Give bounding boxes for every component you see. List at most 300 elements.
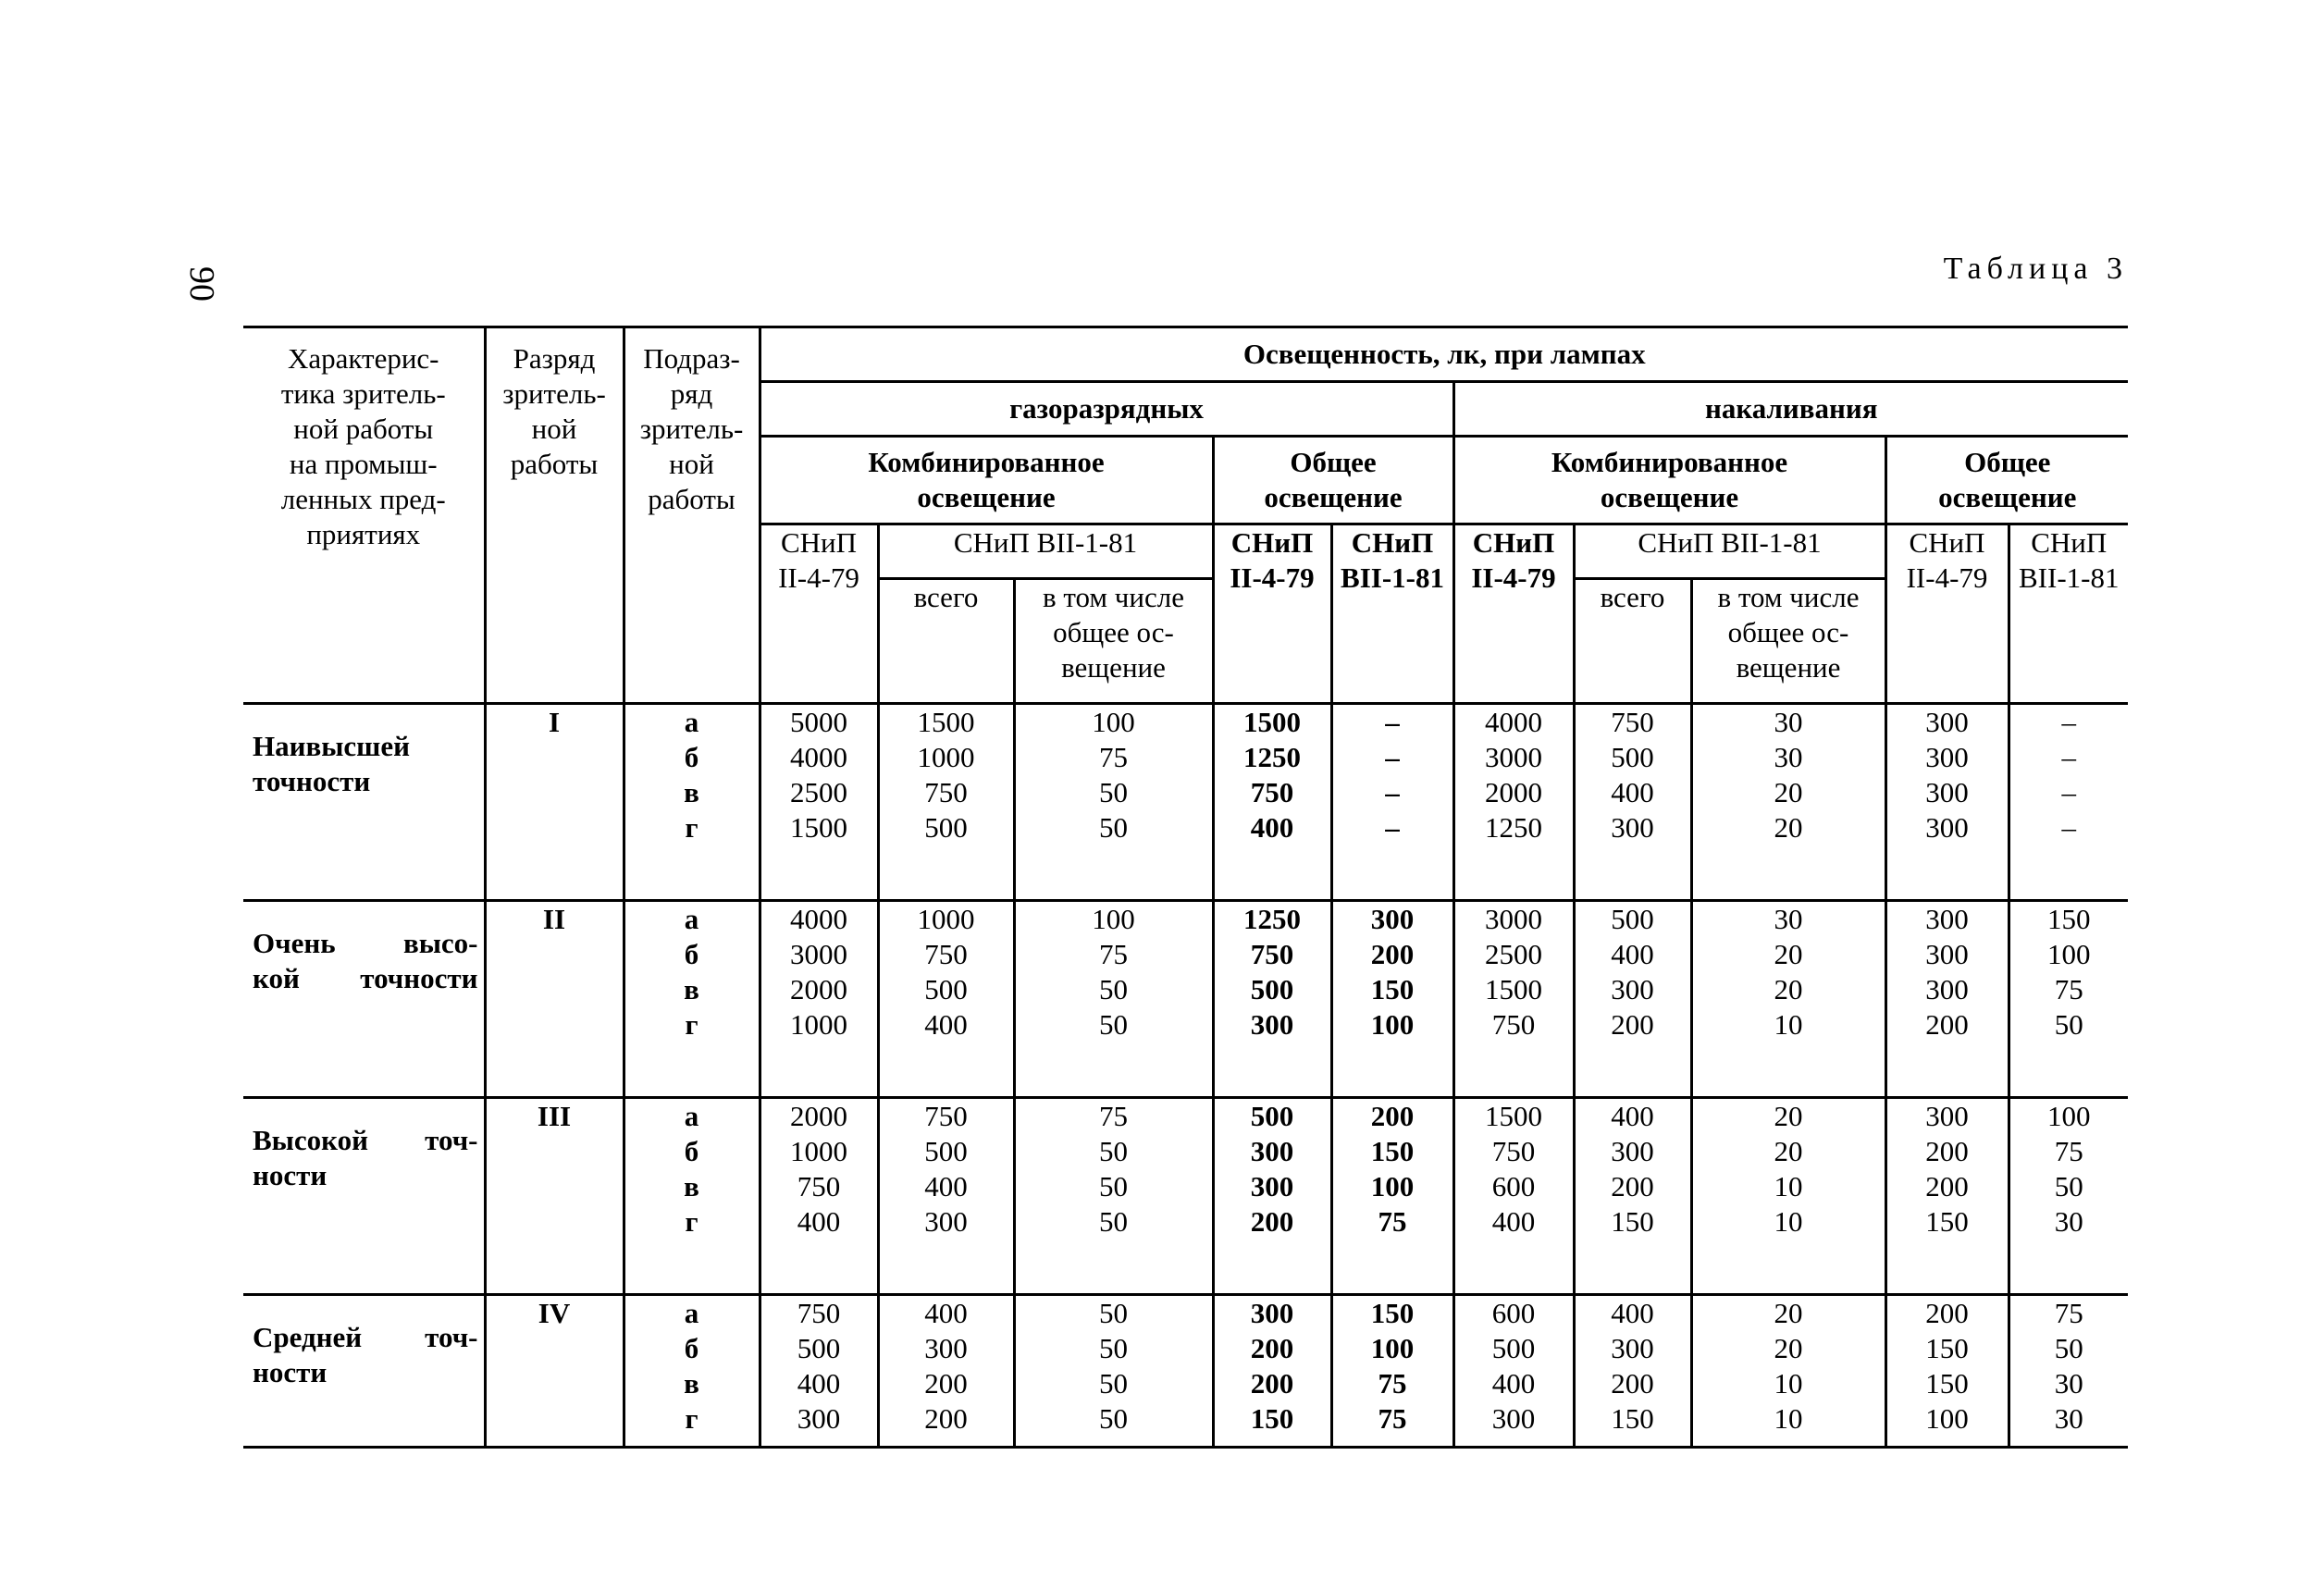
spacer-cell <box>878 1437 1014 1448</box>
header-line: II-4-79 <box>1230 561 1315 594</box>
table-cell: 75 <box>1378 1402 1407 1435</box>
spacer-cell <box>1691 1042 1885 1098</box>
table-cell: 150 <box>2047 903 2091 935</box>
table-cell: 300 <box>1925 938 1969 970</box>
table-cell: 75 <box>1099 1100 1128 1132</box>
table-cell: в <box>684 1367 699 1400</box>
group-row <box>243 1098 2128 1240</box>
header-line: СНиП <box>2031 526 2108 559</box>
spacer-cell <box>1691 1437 1885 1448</box>
characteristic-line: Наивысшей <box>253 730 410 762</box>
spacer-cell <box>1331 845 1453 901</box>
header-gas-including-general <box>1014 579 1213 704</box>
table-cell: 75 <box>1378 1205 1407 1238</box>
col-inc-general-snip-79 <box>1885 704 2009 846</box>
gas-combined-text <box>761 445 1212 515</box>
table-cell: 10 <box>1774 1367 1803 1400</box>
col-inc-combined-total <box>1574 1098 1691 1240</box>
table-cell: 1250 <box>1243 903 1301 935</box>
spacer-cell <box>624 845 760 901</box>
work-category: I <box>485 704 624 846</box>
header-line: Разряд <box>513 342 596 375</box>
work-characteristic <box>243 704 485 846</box>
group-spacer <box>243 1240 2128 1295</box>
table-cell: 300 <box>924 1332 968 1364</box>
spacer-cell <box>1014 1240 1213 1295</box>
table-cell: 300 <box>1925 1100 1969 1132</box>
table-cell: 750 <box>1491 1008 1536 1041</box>
col-gas-general-snip-79 <box>1213 901 1331 1043</box>
table-cell: 500 <box>1611 741 1654 773</box>
spacer-cell <box>624 1240 760 1295</box>
col-inc-combined-snip-79 <box>1453 901 1574 1043</box>
spacer-cell <box>760 845 878 901</box>
header-line: СНиП <box>1230 526 1314 559</box>
table-cell: 150 <box>1925 1332 1969 1364</box>
table-cell: 300 <box>1250 1170 1294 1202</box>
group-spacer <box>243 1437 2128 1448</box>
table-cell: 150 <box>1925 1205 1969 1238</box>
table-cell: 3000 <box>790 938 847 970</box>
characteristic-line: ности <box>253 1356 328 1388</box>
table-cell: 750 <box>924 938 968 970</box>
table-cell: 50 <box>2054 1170 2083 1202</box>
spacer-cell <box>760 1042 878 1098</box>
table-cell: 75 <box>1378 1367 1407 1400</box>
group-spacer <box>243 1042 2128 1098</box>
spacer-cell <box>1331 1240 1453 1295</box>
col-gas-combined-including-general <box>1014 1295 1213 1437</box>
table-cell: 150 <box>1370 1135 1415 1167</box>
table-cell: 50 <box>1099 1135 1128 1167</box>
col-inc-general-snip-81 <box>2009 901 2128 1043</box>
spacer-cell <box>1885 1437 2009 1448</box>
header-gas-general-snip-81 <box>1331 524 1453 704</box>
spacer-cell <box>485 1042 624 1098</box>
col-inc-combined-including-general <box>1691 704 1885 846</box>
table-cell: 750 <box>924 776 968 808</box>
table-cell: 100 <box>1925 1402 1969 1435</box>
table-cell: 500 <box>1250 973 1294 1005</box>
table-cell: 200 <box>1250 1332 1294 1364</box>
table-cell: 20 <box>1774 811 1803 844</box>
table-cell: в <box>684 776 699 808</box>
header-line: освещение <box>1264 481 1403 513</box>
characteristic-line: Средней точ- <box>253 1321 478 1353</box>
col-inc-combined-including-general <box>1691 1295 1885 1437</box>
col-inc-general-snip-79 <box>1885 1098 2009 1240</box>
table-cell: 75 <box>2054 1297 2083 1329</box>
col-inc-combined-snip-79 <box>1453 704 1574 846</box>
table-cell: 300 <box>1925 706 1969 738</box>
table-cell: 1500 <box>1485 1100 1542 1132</box>
header-illuminance: Освещенность, лк, при лампах <box>760 327 2128 382</box>
header-characteristic <box>243 327 485 704</box>
table-cell: 100 <box>2047 1100 2091 1132</box>
subcategory-header-text <box>625 341 759 517</box>
spacer-cell <box>485 1240 624 1295</box>
group-row <box>243 704 2128 846</box>
table-cell: 75 <box>1099 938 1128 970</box>
table-cell: 300 <box>1250 1297 1294 1329</box>
table-cell: 10 <box>1774 1402 1803 1435</box>
table-cell: 300 <box>1491 1402 1536 1435</box>
spacer-cell <box>1014 1437 1213 1448</box>
header-line: Характерис- <box>287 342 439 375</box>
col-inc-combined-including-general <box>1691 901 1885 1043</box>
table-cell: 300 <box>1925 811 1969 844</box>
header-line: СНиП <box>1909 526 1985 559</box>
spacer-cell <box>760 1437 878 1448</box>
table-cell: 200 <box>1250 1205 1294 1238</box>
spacer-cell <box>1213 1042 1331 1098</box>
table-cell: 20 <box>1774 1100 1803 1132</box>
table-cell: 600 <box>1491 1170 1536 1202</box>
header-line: работы <box>510 448 599 480</box>
header-line: освещение <box>1600 481 1739 513</box>
table-cell: 2000 <box>790 973 847 1005</box>
table-cell: 300 <box>1925 903 1969 935</box>
col-gas-combined-total <box>878 1295 1014 1437</box>
header-line: II-4-79 <box>778 561 859 594</box>
table-cell: 100 <box>1370 1008 1415 1041</box>
header-line: тика зритель- <box>280 377 446 410</box>
table-cell: 500 <box>1250 1100 1294 1132</box>
snip-79-text <box>1887 525 2008 596</box>
col-gas-combined-snip-79 <box>760 1098 878 1240</box>
header-line: ной <box>531 413 577 445</box>
header-subcategory <box>624 327 760 704</box>
col-gas-combined-snip-79 <box>760 1295 878 1437</box>
spacer-cell <box>1213 845 1331 901</box>
table-cell: 500 <box>797 1332 841 1364</box>
header-inc-combined <box>1453 437 1885 524</box>
header-line: Общее <box>1290 446 1377 478</box>
spacer-cell <box>1574 1042 1691 1098</box>
table-cell: 200 <box>1611 1170 1654 1202</box>
col-subcategory <box>624 1295 760 1437</box>
table-cell: 4000 <box>1485 706 1542 738</box>
table-cell: 10 <box>1774 1170 1803 1202</box>
table-cell: в <box>684 973 699 1005</box>
group-row <box>243 901 2128 1043</box>
header-line: ряд <box>670 377 713 410</box>
spacer-cell <box>760 1240 878 1295</box>
table-cell: 30 <box>2054 1402 2083 1435</box>
table-cell: 10 <box>1774 1008 1803 1041</box>
header-line: зритель- <box>639 413 744 445</box>
header-line: освещение <box>1938 481 2077 513</box>
characteristic-line: Очень высо- <box>253 927 478 959</box>
table-cell: 200 <box>1611 1008 1654 1041</box>
characteristic-header-text <box>243 341 484 552</box>
table-cell: 150 <box>1925 1367 1969 1400</box>
illuminance-table <box>243 326 2128 1449</box>
including-general-text <box>1016 580 1212 685</box>
characteristic-line: точности <box>253 765 371 797</box>
spacer-cell <box>624 1437 760 1448</box>
table-cell: 50 <box>1099 1402 1128 1435</box>
header-line: II-4-79 <box>1906 561 1988 594</box>
spacer-cell <box>1574 1240 1691 1295</box>
header-line: II-4-79 <box>1471 561 1556 594</box>
table-cell: 1250 <box>1485 811 1542 844</box>
table-cell: 100 <box>1370 1170 1415 1202</box>
header-inc-including-general <box>1691 579 1885 704</box>
col-inc-general-snip-79 <box>1885 1295 2009 1437</box>
spacer-cell <box>2009 845 2128 901</box>
spacer-cell <box>878 845 1014 901</box>
table-cell: 20 <box>1774 938 1803 970</box>
spacer-cell <box>878 1042 1014 1098</box>
header-line: на промыш- <box>289 448 438 480</box>
table-cell: 300 <box>1370 903 1415 935</box>
table-cell: а <box>684 903 699 935</box>
table-cell: 200 <box>1925 1008 1969 1041</box>
spacer-cell <box>1331 1437 1453 1448</box>
group-spacer <box>243 845 2128 901</box>
col-subcategory <box>624 901 760 1043</box>
table-cell: 200 <box>1925 1135 1969 1167</box>
spacer-cell <box>878 1240 1014 1295</box>
table-cell: 400 <box>1611 1297 1654 1329</box>
snip-79-text <box>761 525 877 596</box>
header-line: общее ос- <box>1727 616 1849 648</box>
snip-79-text <box>1215 525 1330 596</box>
col-inc-combined-snip-79 <box>1453 1295 1574 1437</box>
table-cell: 400 <box>797 1367 841 1400</box>
header-gas-discharge: газоразрядных <box>760 382 1453 437</box>
table-cell: 4000 <box>790 741 847 773</box>
table-cell: 500 <box>924 811 968 844</box>
table-cell: 100 <box>1092 706 1135 738</box>
table-cell: 20 <box>1774 1135 1803 1167</box>
table-cell: 150 <box>1250 1402 1294 1435</box>
table-cell: 500 <box>1611 903 1654 935</box>
table-cell: 400 <box>924 1297 968 1329</box>
table-cell: 50 <box>1099 1205 1128 1238</box>
spacer-cell <box>1574 845 1691 901</box>
table-cell: а <box>684 1297 699 1329</box>
col-gas-general-snip-81 <box>1331 901 1453 1043</box>
work-characteristic <box>243 901 485 1043</box>
table-cell: 2500 <box>1485 938 1542 970</box>
header-line: в том числе <box>1043 581 1184 613</box>
table-cell: – <box>2061 741 2076 773</box>
table-cell: 1000 <box>917 741 975 773</box>
table-cell: 20 <box>1774 973 1803 1005</box>
table-cell: 400 <box>1611 938 1654 970</box>
spacer-cell <box>2009 1042 2128 1098</box>
characteristic-line: кой точности <box>253 962 478 994</box>
table-cell: 400 <box>1611 776 1654 808</box>
table-cell: – <box>1385 776 1400 808</box>
page-number: 90 <box>182 266 221 302</box>
table-cell: 50 <box>1099 1297 1128 1329</box>
table-cell: 100 <box>1370 1332 1415 1364</box>
table-cell: 30 <box>1774 741 1803 773</box>
spacer-cell <box>1885 1240 2009 1295</box>
table-label: Таблица 3 <box>1943 252 2128 286</box>
table-cell: 300 <box>1611 973 1654 1005</box>
table-cell: 1500 <box>790 811 847 844</box>
table-cell: 200 <box>924 1367 968 1400</box>
header-line: ВII-1-81 <box>2019 561 2120 594</box>
table-cell: б <box>684 938 699 970</box>
table-cell: 1500 <box>1485 973 1542 1005</box>
table-cell: 75 <box>2054 973 2083 1005</box>
table-cell: 400 <box>1491 1205 1536 1238</box>
spacer-cell <box>2009 1437 2128 1448</box>
header-category <box>485 327 624 704</box>
table-cell: 300 <box>1611 1135 1654 1167</box>
table-cell: 1500 <box>1243 706 1301 738</box>
col-inc-combined-total <box>1574 901 1691 1043</box>
spacer-cell <box>243 1240 485 1295</box>
col-gas-general-snip-79 <box>1213 704 1331 846</box>
table-cell: – <box>2061 706 2076 738</box>
table-cell: 200 <box>924 1402 968 1435</box>
header-line: вещение <box>1736 651 1841 684</box>
table-cell: 750 <box>1611 706 1654 738</box>
header-line: Комбинированное <box>868 446 1105 478</box>
header-inc-general-snip-79 <box>1885 524 2009 704</box>
header-line: вещение <box>1061 651 1166 684</box>
table-cell: 400 <box>924 1008 968 1041</box>
table-cell: 400 <box>1611 1100 1654 1132</box>
table-cell: 100 <box>2047 938 2091 970</box>
table-cell: 300 <box>1250 1135 1294 1167</box>
col-gas-combined-total <box>878 704 1014 846</box>
table-cell: г <box>685 1402 698 1435</box>
header-gas-general-snip-79 <box>1213 524 1331 704</box>
table-cell: 30 <box>1774 903 1803 935</box>
header-incandescent: накаливания <box>1453 382 2128 437</box>
table-cell: 50 <box>1099 1170 1128 1202</box>
header-line: ной работы <box>293 413 434 445</box>
header-inc-total: всего <box>1574 579 1691 704</box>
table-cell: 400 <box>1491 1367 1536 1400</box>
table-cell: 30 <box>2054 1367 2083 1400</box>
table-cell: 150 <box>1370 973 1415 1005</box>
table-cell: 2500 <box>790 776 847 808</box>
table-cell: 300 <box>797 1402 841 1435</box>
table-cell: 200 <box>1611 1367 1654 1400</box>
col-subcategory <box>624 1098 760 1240</box>
table-cell: 500 <box>1491 1332 1536 1364</box>
header-gas-total: всего <box>878 579 1014 704</box>
header-line: Подраз- <box>643 342 740 375</box>
spacer-cell <box>1014 845 1213 901</box>
col-subcategory <box>624 704 760 846</box>
header-line: СНиП <box>1472 526 1555 559</box>
spacer-cell <box>1574 1437 1691 1448</box>
work-category: II <box>485 901 624 1043</box>
col-inc-combined-total <box>1574 704 1691 846</box>
table-cell: 600 <box>1491 1297 1536 1329</box>
col-gas-combined-snip-79 <box>760 704 878 846</box>
spacer-cell <box>1691 845 1885 901</box>
table-cell: 750 <box>1250 776 1294 808</box>
table-cell: 750 <box>797 1297 841 1329</box>
table-cell: 4000 <box>790 903 847 935</box>
header-line: Комбинированное <box>1551 446 1788 478</box>
table-cell: в <box>684 1170 699 1202</box>
table-cell: 300 <box>1611 1332 1654 1364</box>
table-cell: – <box>2061 811 2076 844</box>
table-cell: 300 <box>1250 1008 1294 1041</box>
table-cell: 3000 <box>1485 741 1542 773</box>
table-cell: 20 <box>1774 776 1803 808</box>
table-cell: 100 <box>1092 903 1135 935</box>
table-cell: 50 <box>1099 1367 1128 1400</box>
spacer-cell <box>243 1437 485 1448</box>
col-gas-combined-snip-79 <box>760 901 878 1043</box>
table-cell: – <box>2061 776 2076 808</box>
table-cell: 200 <box>1370 938 1415 970</box>
header-line: СНиП <box>780 526 858 559</box>
col-inc-general-snip-81 <box>2009 704 2128 846</box>
table-cell: 50 <box>1099 776 1128 808</box>
table-cell: 50 <box>2054 1008 2083 1041</box>
table-cell: 1000 <box>917 903 975 935</box>
table-cell: – <box>1385 706 1400 738</box>
table-cell: 20 <box>1774 1297 1803 1329</box>
table-cell: б <box>684 741 699 773</box>
table-cell: 50 <box>1099 1332 1128 1364</box>
header-line: ной <box>669 448 714 480</box>
header-line: зритель- <box>502 377 606 410</box>
table-cell: 150 <box>1611 1402 1654 1435</box>
col-gas-combined-including-general <box>1014 1098 1213 1240</box>
header-gas-combined <box>760 437 1213 524</box>
col-inc-combined-total <box>1574 1295 1691 1437</box>
spacer-cell <box>1213 1437 1331 1448</box>
spacer-cell <box>1453 1437 1574 1448</box>
table-cell: 750 <box>797 1170 841 1202</box>
table-cell: 300 <box>1925 741 1969 773</box>
table-cell: 300 <box>1611 811 1654 844</box>
work-category: III <box>485 1098 624 1240</box>
work-category: IV <box>485 1295 624 1437</box>
table-cell: 1000 <box>790 1008 847 1041</box>
header-line: освещение <box>917 481 1056 513</box>
header-line: Общее <box>1964 446 2051 478</box>
table-cell: 1250 <box>1243 741 1301 773</box>
table-cell: а <box>684 706 699 738</box>
col-gas-combined-including-general <box>1014 901 1213 1043</box>
snip-81-text <box>1333 525 1452 596</box>
table-cell: 750 <box>1491 1135 1536 1167</box>
table-cell: 20 <box>1774 1332 1803 1364</box>
work-characteristic <box>243 1098 485 1240</box>
table-cell: 300 <box>1925 776 1969 808</box>
header-line: в том числе <box>1717 581 1860 613</box>
table-cell: 50 <box>1099 811 1128 844</box>
spacer-cell <box>243 1042 485 1098</box>
table-cell: 1000 <box>790 1135 847 1167</box>
col-gas-general-snip-79 <box>1213 1098 1331 1240</box>
table-cell: б <box>684 1332 699 1364</box>
group-row <box>243 1295 2128 1437</box>
table-cell: 10 <box>1774 1205 1803 1238</box>
characteristic-line: ности <box>253 1159 328 1191</box>
table-cell: – <box>1385 741 1400 773</box>
spacer-cell <box>485 845 624 901</box>
header-gas-combined-snip-81: СНиП ВII-1-81 <box>878 524 1213 579</box>
header-line: ВII-1-81 <box>1341 561 1444 594</box>
col-gas-general-snip-81 <box>1331 1295 1453 1437</box>
